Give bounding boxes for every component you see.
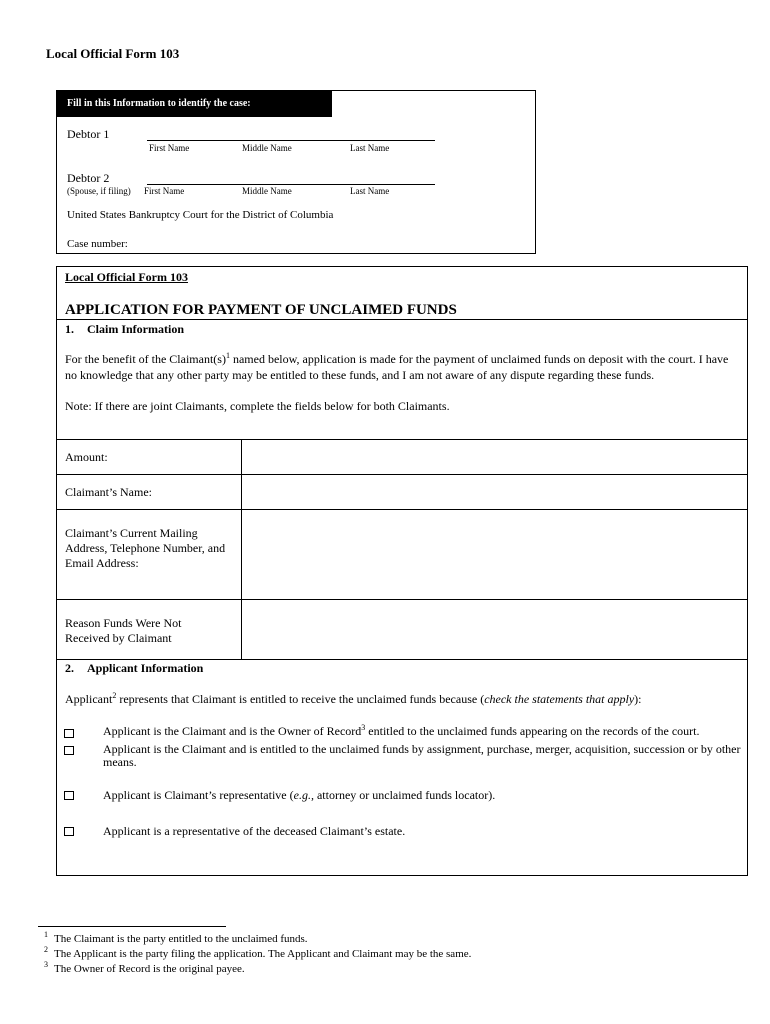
debtor2-first-name-label: First Name [144,186,185,196]
application-form [56,266,748,876]
checkbox-owner-of-record[interactable] [64,729,74,738]
section1-number: 1. [65,322,74,336]
court-name: United States Bankruptcy Court for the District of Columbia [67,209,334,221]
debtor2-middle-name-label: Middle Name [242,186,292,196]
debtor2-last-name-label: Last Name [350,186,390,196]
amount-label: Amount: [65,450,108,464]
debtor2-spouse-label: (Spouse, if filing) [67,186,131,196]
option1-text-a: Applicant is the Claimant and is the Owner of Record [103,724,362,738]
form-heading: APPLICATION FOR PAYMENT OF UNCLAIMED FUNDS [65,302,457,318]
claimant-name-label: Claimant’s Name: [65,485,152,499]
footnote-ref-1: 1 [225,351,230,360]
case-number-label: Case number: [67,238,128,250]
footnote-ref-3: 3 [361,723,366,732]
footnote-2-number: 2 [44,945,48,955]
statement-text-a: For the benefit of the Claimant(s) [65,352,226,366]
claimant-name-input[interactable] [243,476,745,508]
intro-text-c: ): [634,692,642,706]
claimant-address-input[interactable] [243,511,745,598]
footnote-3-number: 3 [44,960,48,970]
case-info-header: Fill in this Information to identify the case: [57,91,332,117]
section1-note: Note: If there are joint Claimants, complete the fields below for both Claimants. [65,399,450,413]
footnote-1-text: The Claimant is the party entitled to the unclaimed funds. [54,933,308,945]
divider [57,659,747,660]
footnote-2 [44,945,472,960]
option-entitled-by-assignment: Applicant is the Claimant and is entitled to the unclaimed funds by assignment, purchase, merger, acquisition, succession or by other means. [103,742,741,769]
intro-text-a: Applicant [65,692,113,706]
divider [57,439,747,440]
case-info-box [56,90,536,254]
divider [57,599,747,600]
case-number-input[interactable] [137,235,337,251]
debtor2-name-line[interactable] [147,184,435,185]
checkbox-entitled-by-assignment[interactable] [64,746,74,755]
section1-title-text: Claim Information [87,322,184,336]
footnote-3 [44,960,245,975]
checkbox-claimant-representative[interactable] [64,791,74,800]
debtor2-label: Debtor 2 [67,171,110,185]
checkbox-estate-representative[interactable] [64,827,74,836]
option-owner-of-record [103,725,743,738]
reason-input[interactable] [243,601,745,658]
option-estate-representative: Applicant is a representative of the deceased Claimant’s estate. [103,824,406,838]
debtor1-middle-name-label: Middle Name [242,143,292,153]
page-title: Local Official Form 103 [46,46,180,61]
reason-label: Reason Funds Were Not Received by Claimant [65,616,182,645]
claimant-address-label: Claimant’s Current Mailing Address, Telephone Number, and Email Address: [65,526,226,570]
divider [57,474,747,475]
debtor1-name-line[interactable] [147,140,435,141]
section1-title [65,322,184,337]
section1-statement [65,351,741,383]
form-subtitle: Local Official Form 103 [65,270,188,284]
section2-intro [65,691,741,707]
field-column-divider [241,439,242,659]
footnote-2-text: The Applicant is the party filing the application. The Applicant and Claimant may be the same. [54,948,472,960]
option-claimant-representative [103,789,743,802]
option3-text-b: attorney or unclaimed funds locator). [313,788,496,802]
footnote-3-text: The Owner of Record is the original payee. [54,963,245,975]
statement-text-b: named below, application is made for the payment of unclaimed funds on deposit with the court. I have no knowledge that any other party may be entitled to these funds, and I am not aware of any dispute regarding these funds. [65,352,729,382]
intro-emphasis: check the statements that apply [484,692,635,706]
debtor1-label: Debtor 1 [67,127,110,141]
footnote-ref-2: 2 [112,691,117,700]
section2-title [65,661,203,676]
section2-number: 2. [65,661,74,675]
section2-title-text: Applicant Information [87,661,204,675]
footnote-1-number: 1 [44,930,48,940]
footnote-1 [44,930,308,945]
amount-input[interactable] [243,441,745,473]
divider [57,319,747,320]
intro-text-b: represents that Claimant is entitled to receive the unclaimed funds because ( [116,692,485,706]
option1-text-b: entitled to the unclaimed funds appearing on the records of the court. [365,724,700,738]
footnote-rule [38,926,226,927]
divider [57,509,747,510]
option3-text-a: Applicant is Claimant’s representative ( [103,788,294,802]
option3-emphasis: e.g., [293,788,314,802]
debtor1-first-name-label: First Name [149,143,190,153]
debtor1-last-name-label: Last Name [350,143,390,153]
